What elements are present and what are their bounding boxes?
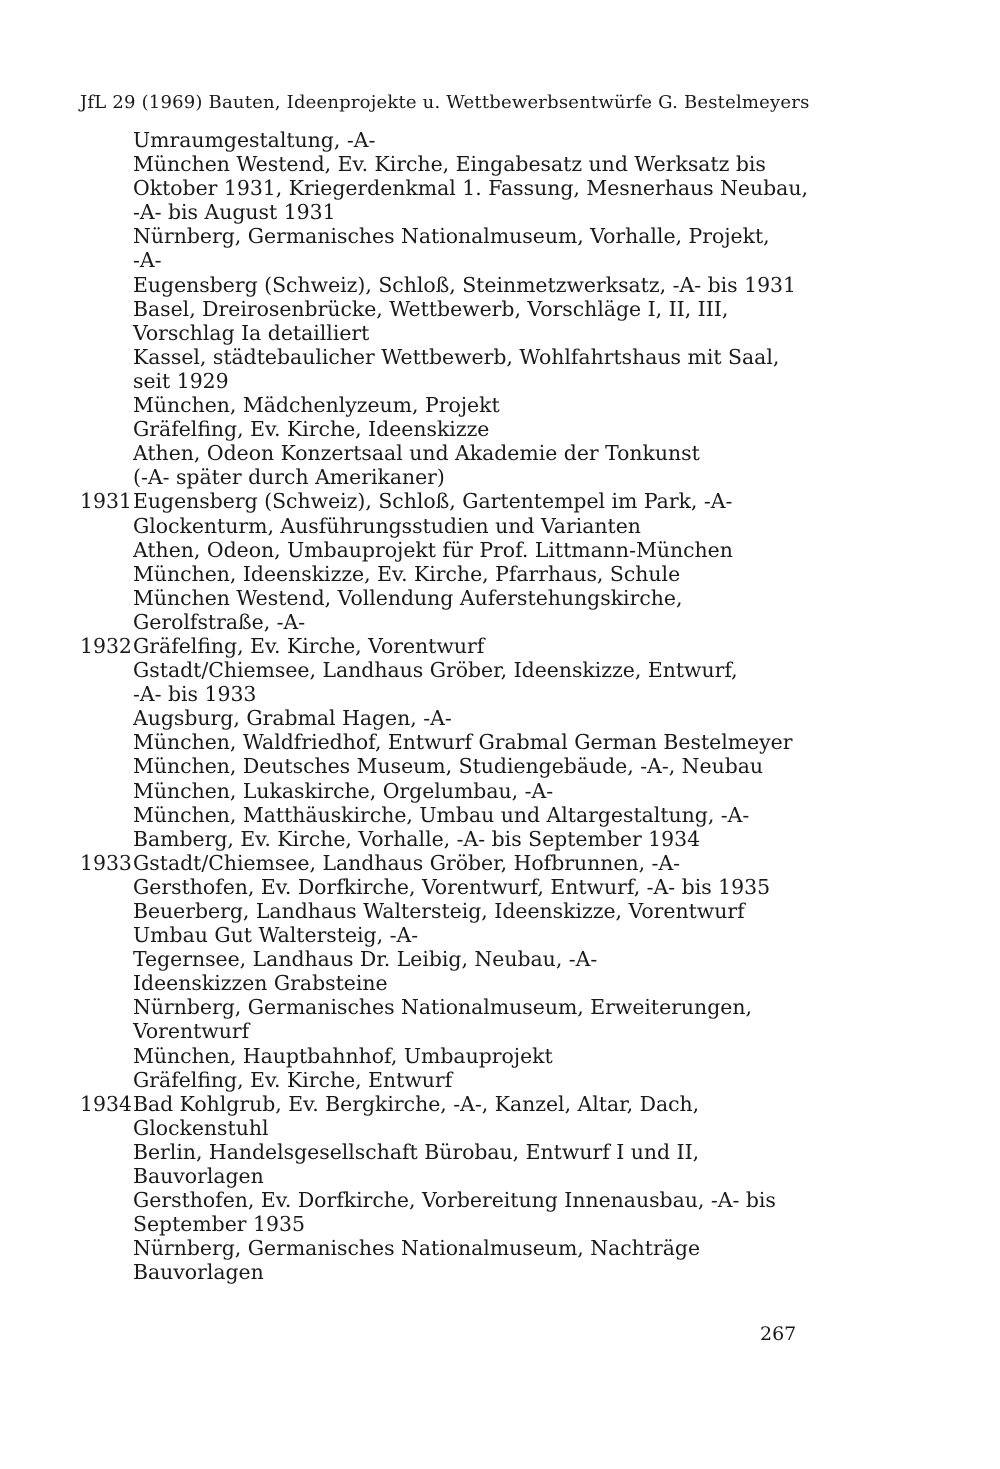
entry-line: München, Mädchenlyzeum, Projekt bbox=[133, 393, 500, 418]
entry-line: Ideenskizzen Grabsteine bbox=[133, 971, 388, 996]
entry-lines bbox=[133, 489, 960, 634]
entry-line: Eugensberg (Schweiz), Schloß, Gartentempel im Park, -A- bbox=[133, 489, 733, 514]
year-section bbox=[80, 128, 960, 489]
entry-line: Umraumgestaltung, -A- bbox=[133, 128, 376, 152]
entry-line: Beuerberg, Landhaus Waltersteig, Ideenskizze, Vorentwurf bbox=[133, 899, 745, 923]
entry-line: München, Lukaskirche, Orgelumbau, -A- bbox=[133, 778, 554, 803]
entry-line: Berlin, Handelsgesellschaft Bürobau, Entwurf I und II, bbox=[133, 1139, 700, 1164]
entry-line: Bad Kohlgrub, Ev. Bergkirche, -A-, Kanzel, Altar, Dach, bbox=[133, 1091, 700, 1116]
entry-line: Gstadt/Chiemsee, Landhaus Gröber, Ideenskizze, Entwurf, bbox=[133, 658, 738, 683]
entry-line: München, Hauptbahnhof, Umbauprojekt bbox=[133, 1043, 553, 1068]
entry-line: Gerolfstraße, -A- bbox=[133, 609, 306, 634]
entry-line: Vorentwurf bbox=[133, 1019, 250, 1044]
page-number: 267 bbox=[760, 1323, 797, 1345]
year-label: 1932 bbox=[80, 633, 132, 658]
entry-line: München, Waldfriedhof, Entwurf Grabmal German Bestelmeyer bbox=[133, 730, 793, 755]
entry-line: Nürnberg, Germanisches Nationalmuseum, Vorhalle, Projekt, bbox=[133, 224, 770, 249]
entry-line: Gräfelfing, Ev. Kirche, Ideenskizze bbox=[133, 417, 490, 442]
entry-line: Eugensberg (Schweiz), Schloß, Steinmetzwerksatz, -A- bis 1931 bbox=[133, 272, 796, 297]
entry-line: Augsburg, Grabmal Hagen, -A- bbox=[133, 706, 452, 731]
year-section bbox=[80, 634, 960, 851]
entry-line: (-A- später durch Amerikaner) bbox=[133, 465, 445, 490]
chronology-list bbox=[80, 128, 960, 1285]
entry-lines bbox=[133, 851, 960, 1092]
entry-line: Gersthofen, Ev. Dorfkirche, Vorbereitung Innenausbau, -A- bis bbox=[133, 1188, 776, 1213]
year-label: 1934 bbox=[80, 1091, 132, 1116]
entry-line: München Westend, Vollendung Auferstehungskirche, bbox=[133, 585, 683, 610]
entry-line: -A- bis 1933 bbox=[133, 682, 257, 707]
entry-line: seit 1929 bbox=[133, 368, 229, 393]
entry-line: -A- bbox=[133, 248, 162, 273]
year-label: 1931 bbox=[80, 489, 132, 514]
entry-line: Athen, Odeon Konzertsaal und Akademie der Tonkunst bbox=[133, 441, 700, 466]
running-header-text: JfL 29 (1969) Bauten, Ideenprojekte u. Wettbewerbsentwürfe G. Bestelmeyers bbox=[80, 92, 810, 113]
entry-line: Bamberg, Ev. Kirche, Vorhalle, -A- bis September 1934 bbox=[133, 826, 701, 851]
entry-lines bbox=[133, 634, 960, 851]
entry-line: Gräfelfing, Ev. Kirche, Entwurf bbox=[133, 1067, 453, 1092]
entry-line: Bauvorlagen bbox=[133, 1164, 264, 1189]
year-label: 1933 bbox=[80, 850, 132, 875]
entry-line: München, Matthäuskirche, Umbau und Altargestaltung, -A- bbox=[133, 802, 750, 827]
entry-line: Kassel, städtebaulicher Wettbewerb, Wohlfahrtshaus mit Saal, bbox=[133, 344, 780, 369]
entry-line: Nürnberg, Germanisches Nationalmuseum, Nachträge bbox=[133, 1236, 701, 1261]
entry-line: Bauvorlagen bbox=[133, 1260, 264, 1285]
entry-line: Athen, Odeon, Umbauprojekt für Prof. Littmann-München bbox=[133, 537, 733, 562]
entry-line: Oktober 1931, Kriegerdenkmal 1. Fassung, Mesnerhaus Neubau, bbox=[133, 176, 808, 201]
entry-line: Gräfelfing, Ev. Kirche, Vorentwurf bbox=[133, 633, 485, 658]
entry-line: -A- bis August 1931 bbox=[133, 200, 336, 225]
entry-line: Basel, Dreirosenbrücke, Wettbewerb, Vorschläge I, II, III, bbox=[133, 296, 729, 321]
entry-line: Glockenstuhl bbox=[133, 1115, 269, 1140]
running-header bbox=[80, 92, 960, 113]
entry-line: Gersthofen, Ev. Dorfkirche, Vorentwurf, Entwurf, -A- bis 1935 bbox=[133, 874, 771, 899]
entry-line: Nürnberg, Germanisches Nationalmuseum, Erweiterungen, bbox=[133, 995, 752, 1020]
entry-line: Umbau Gut Waltersteig, -A- bbox=[133, 923, 419, 948]
entry-line: München Westend, Ev. Kirche, Eingabesatz und Werksatz bis bbox=[133, 152, 766, 177]
year-section bbox=[80, 851, 960, 1092]
year-section bbox=[80, 1092, 960, 1285]
entry-lines bbox=[133, 128, 960, 489]
entry-line: Gstadt/Chiemsee, Landhaus Gröber, Hofbrunnen, -A- bbox=[133, 850, 681, 875]
entry-lines bbox=[133, 1092, 960, 1285]
entry-line: München, Ideenskizze, Ev. Kirche, Pfarrhaus, Schule bbox=[133, 561, 681, 586]
year-section bbox=[80, 489, 960, 634]
entry-line: September 1935 bbox=[133, 1212, 305, 1237]
entry-line: Vorschlag Ia detailliert bbox=[133, 320, 370, 345]
entry-line: Glockenturm, Ausführungsstudien und Varianten bbox=[133, 513, 641, 538]
entry-line: München, Deutsches Museum, Studiengebäude, -A-, Neubau bbox=[133, 754, 764, 779]
entry-line: Tegernsee, Landhaus Dr. Leibig, Neubau, -A- bbox=[133, 947, 598, 972]
